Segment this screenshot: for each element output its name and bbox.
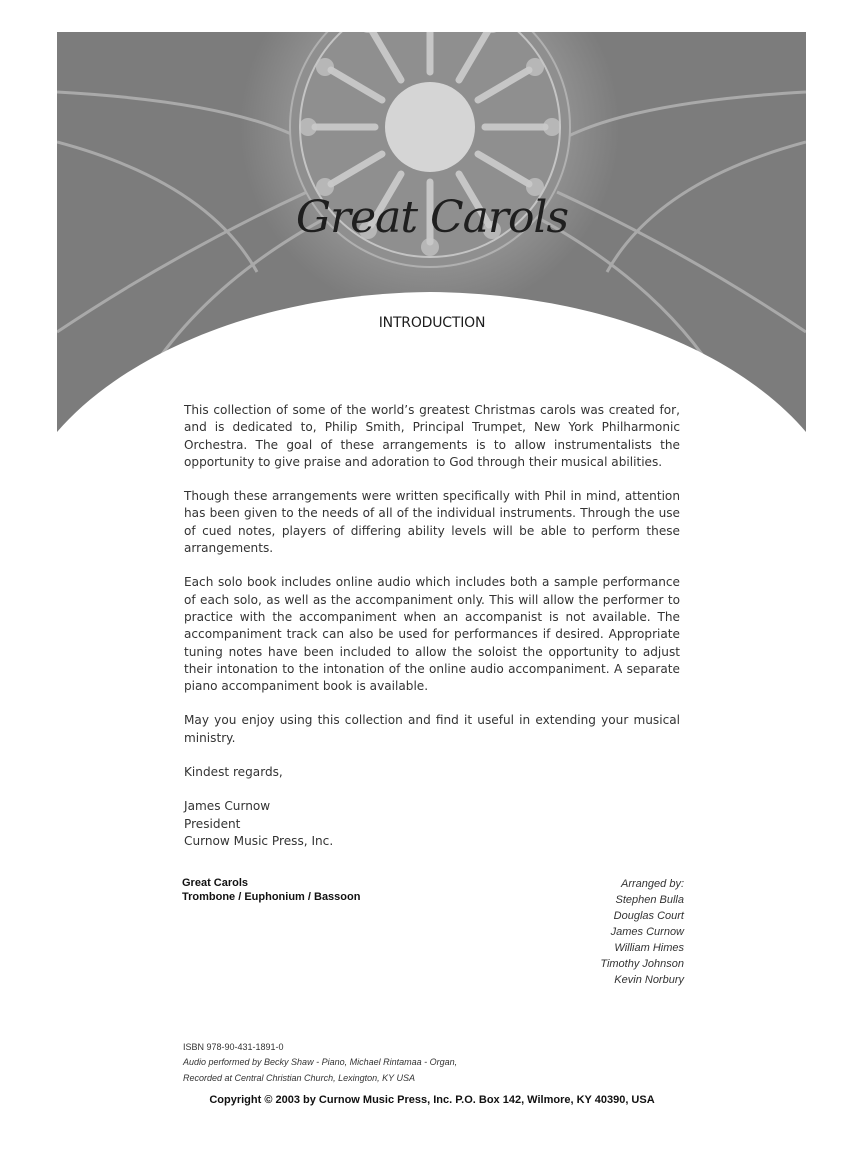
isbn: ISBN 978-90-431-1891-0 bbox=[183, 1042, 284, 1052]
paragraph-arrangements: Though these arrangements were written specifically with Phil in mind, attention has been given to the needs of all of the individual instruments. Through the use of cued notes, players of differing ability levels will be able to perform these arrangements. bbox=[184, 489, 680, 556]
signature-name: James Curnow bbox=[184, 799, 271, 814]
paragraph-dedication: This collection of some of the world’s greatest Christmas carols was created for, and is dedicated to, Philip Smith, Principal Trumpet, New York Philharmonic Orchestra. The goal of these arrangements is to allow instrumentalists the opportunity to give praise and adoration to God through their musical abilities. bbox=[184, 403, 680, 469]
recording-credit: Recorded at Central Christian Church, Lexington, KY USA bbox=[183, 1073, 415, 1083]
arranger-name: James Curnow bbox=[610, 926, 684, 938]
copyright-notice: Copyright © 2003 by Curnow Music Press, Inc. P.O. Box 142, Wilmore, KY 40390, USA bbox=[209, 1094, 655, 1106]
audio-credit: Audio performed by Becky Shaw - Piano, Michael Rintamaa - Organ, bbox=[183, 1057, 458, 1067]
arrangers-list bbox=[600, 876, 684, 988]
book-instruments: Trombone / Euphonium / Bassoon bbox=[182, 891, 361, 903]
arranged-by-label: Arranged by: bbox=[621, 878, 684, 890]
paragraph-regards: Kindest regards, bbox=[184, 765, 283, 780]
signature-role: President bbox=[184, 816, 241, 831]
arranger-name: Douglas Court bbox=[613, 910, 684, 922]
book-title: Great Carols bbox=[182, 877, 249, 889]
arranger-name: Timothy Johnson bbox=[600, 958, 684, 970]
paragraph-enjoy: May you enjoy using this collection and find it useful in extending your musical ministry. bbox=[184, 713, 680, 745]
arranger-name: William Himes bbox=[614, 942, 684, 954]
credits-block bbox=[183, 1041, 457, 1086]
signature-company: Curnow Music Press, Inc. bbox=[184, 833, 334, 848]
paragraph-audio: Each solo book includes online audio which includes both a sample performance of each solo, as well as the accompaniment only. This will allow the performer to practice with the accompaniment when an accompanist is not available. The accompaniment track can also be used for performances if desired. Appropriate tuning notes have been included to allow the soloist the opportunity to adjust their intonation to the intonation of the online audio accompaniment. A separate piano accompaniment book is available. bbox=[184, 575, 680, 694]
arranger-name: Stephen Bulla bbox=[615, 894, 684, 906]
book-title-script: Great Carols bbox=[295, 192, 569, 243]
introduction-heading: INTRODUCTION bbox=[378, 315, 486, 331]
signature-block bbox=[184, 798, 680, 850]
introduction-body bbox=[184, 402, 680, 850]
book-info bbox=[182, 876, 360, 904]
arranger-name: Kevin Norbury bbox=[614, 974, 684, 986]
